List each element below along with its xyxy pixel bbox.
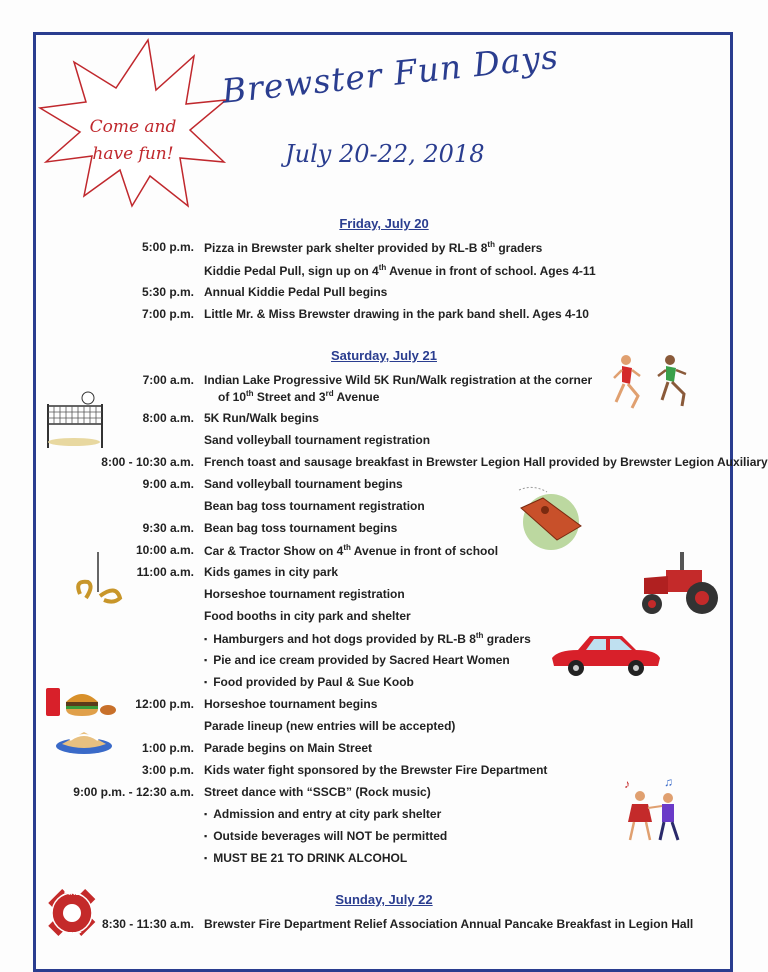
event-time: 9:00 p.m. - 12:30 a.m. <box>73 785 194 799</box>
event-desc: Car & Tractor Show on 4th Avenue in front of school <box>204 543 499 558</box>
event-desc-continued: of 10th Street and 3rd Avenue <box>218 389 380 404</box>
bullet-row <box>0 851 768 869</box>
bullet-icon: ▪ <box>204 809 208 819</box>
bullet-icon: ▪ <box>204 853 208 863</box>
event-desc: Parade lineup (new entries will be accepted) <box>204 719 456 733</box>
event-desc: 5K Run/Walk begins <box>204 411 319 425</box>
saturday-heading: Saturday, July 21 <box>331 348 437 363</box>
dancers-icon <box>620 776 690 846</box>
bullet-icon: ▪ <box>204 655 208 665</box>
burger-soda-icon <box>44 684 116 720</box>
event-desc: Street dance with “SSCB” (Rock music) <box>204 785 431 799</box>
schedule-row <box>0 521 768 539</box>
event-desc: Brewster Fire Department Relief Association Annual Pancake Breakfast in Legion Hall <box>204 917 694 931</box>
classic-car-icon <box>550 628 662 678</box>
sunday-heading: Sunday, July 22 <box>335 892 433 907</box>
schedule-row <box>0 917 768 935</box>
schedule-row <box>0 433 768 451</box>
event-desc: Kiddie Pedal Pull, sign up on 4th Avenue in front of school. Ages 4-11 <box>204 263 596 278</box>
tractor-icon <box>636 548 726 620</box>
event-desc: Kids games in city park <box>204 565 339 579</box>
event-time: 3:00 p.m. <box>141 763 194 777</box>
event-time: 8:00 - 10:30 a.m. <box>101 455 194 469</box>
schedule-row <box>0 240 768 258</box>
friday-heading: Friday, July 20 <box>339 216 429 231</box>
event-time: 1:00 p.m. <box>141 741 194 755</box>
event-desc: Sand volleyball tournament registration <box>204 433 431 447</box>
event-time: 8:00 a.m. <box>142 411 194 425</box>
starburst-line2: have fun! <box>92 144 174 164</box>
svg-text:♫: ♫ <box>664 776 673 789</box>
event-desc: Kids water fight sponsored by the Brewster Fire Department <box>204 763 548 777</box>
bean-bag-board-icon <box>515 482 587 550</box>
schedule-row <box>0 719 768 737</box>
event-time: 7:00 p.m. <box>141 307 194 321</box>
pie-icon <box>54 726 114 756</box>
schedule-row <box>0 263 768 281</box>
schedule-row <box>0 455 768 473</box>
event-desc: Indian Lake Progressive Wild 5K Run/Walk registration at the corner <box>204 373 593 387</box>
bullet-desc: ▪ Admission and entry at city park shelter <box>204 807 442 821</box>
event-time: 8:30 - 11:30 a.m. <box>101 917 194 931</box>
bullet-desc: ▪ Food provided by Paul & Sue Koob <box>204 675 414 689</box>
event-time: 9:30 a.m. <box>142 521 194 535</box>
event-desc: Little Mr. & Miss Brewster drawing in the park band shell. Ages 4-10 <box>204 307 589 321</box>
event-desc: Bean bag toss tournament begins <box>204 521 398 535</box>
badge-top-text: FIRE <box>64 890 80 897</box>
volleyball-net-icon <box>44 390 106 450</box>
bullet-desc: ▪ MUST BE 21 TO DRINK ALCOHOL <box>204 851 408 865</box>
event-time: 12:00 p.m. <box>135 697 194 711</box>
event-time: 9:00 a.m. <box>142 477 194 491</box>
starburst-line1: Come and <box>89 117 177 137</box>
event-desc: Sand volleyball tournament begins <box>204 477 403 491</box>
event-time: 5:00 p.m. <box>141 240 194 254</box>
schedule-row <box>0 477 768 495</box>
event-desc: Food booths in city park and shelter <box>204 609 411 623</box>
event-desc: Bean bag toss tournament registration <box>204 499 425 513</box>
event-desc: Horseshoe tournament registration <box>204 587 405 601</box>
bullet-desc: ▪ Hamburgers and hot dogs provided by RL-B 8th graders <box>204 631 531 646</box>
bullet-desc: ▪ Pie and ice cream provided by Sacred Heart Women <box>204 653 510 667</box>
horseshoe-icon <box>70 550 126 608</box>
bullet-icon: ▪ <box>204 677 208 687</box>
fire-dept-badge-icon <box>40 884 104 942</box>
bullet-icon: ▪ <box>204 634 208 644</box>
schedule-row <box>0 741 768 759</box>
event-desc: French toast and sausage breakfast in Brewster Legion Hall provided by Brewster Legion Auxiliary <box>204 455 768 469</box>
event-time: 11:00 a.m. <box>136 565 194 579</box>
schedule-row <box>0 411 768 429</box>
event-desc: Parade begins on Main Street <box>204 741 373 755</box>
event-dates: July 20-22, 2018 <box>285 140 485 168</box>
page-title: Brewster Fun Days <box>219 36 561 111</box>
event-time: 7:00 a.m. <box>142 373 194 387</box>
schedule-row <box>0 285 768 303</box>
starburst-text <box>78 114 188 168</box>
bullet-desc: ▪ Outside beverages will NOT be permitted <box>204 829 448 843</box>
schedule-row <box>0 307 768 325</box>
svg-text:♪: ♪ <box>624 777 630 791</box>
bullet-icon: ▪ <box>204 831 208 841</box>
event-time: 5:30 p.m. <box>141 285 194 299</box>
event-time: 10:00 a.m. <box>135 543 194 557</box>
event-desc: Horseshoe tournament begins <box>204 697 378 711</box>
event-desc: Pizza in Brewster park shelter provided by RL-B 8th graders <box>204 240 543 255</box>
schedule-row <box>0 499 768 517</box>
runners-icon <box>612 352 692 412</box>
event-desc: Annual Kiddie Pedal Pull begins <box>204 285 388 299</box>
badge-bottom-text: DEPT <box>62 932 82 939</box>
